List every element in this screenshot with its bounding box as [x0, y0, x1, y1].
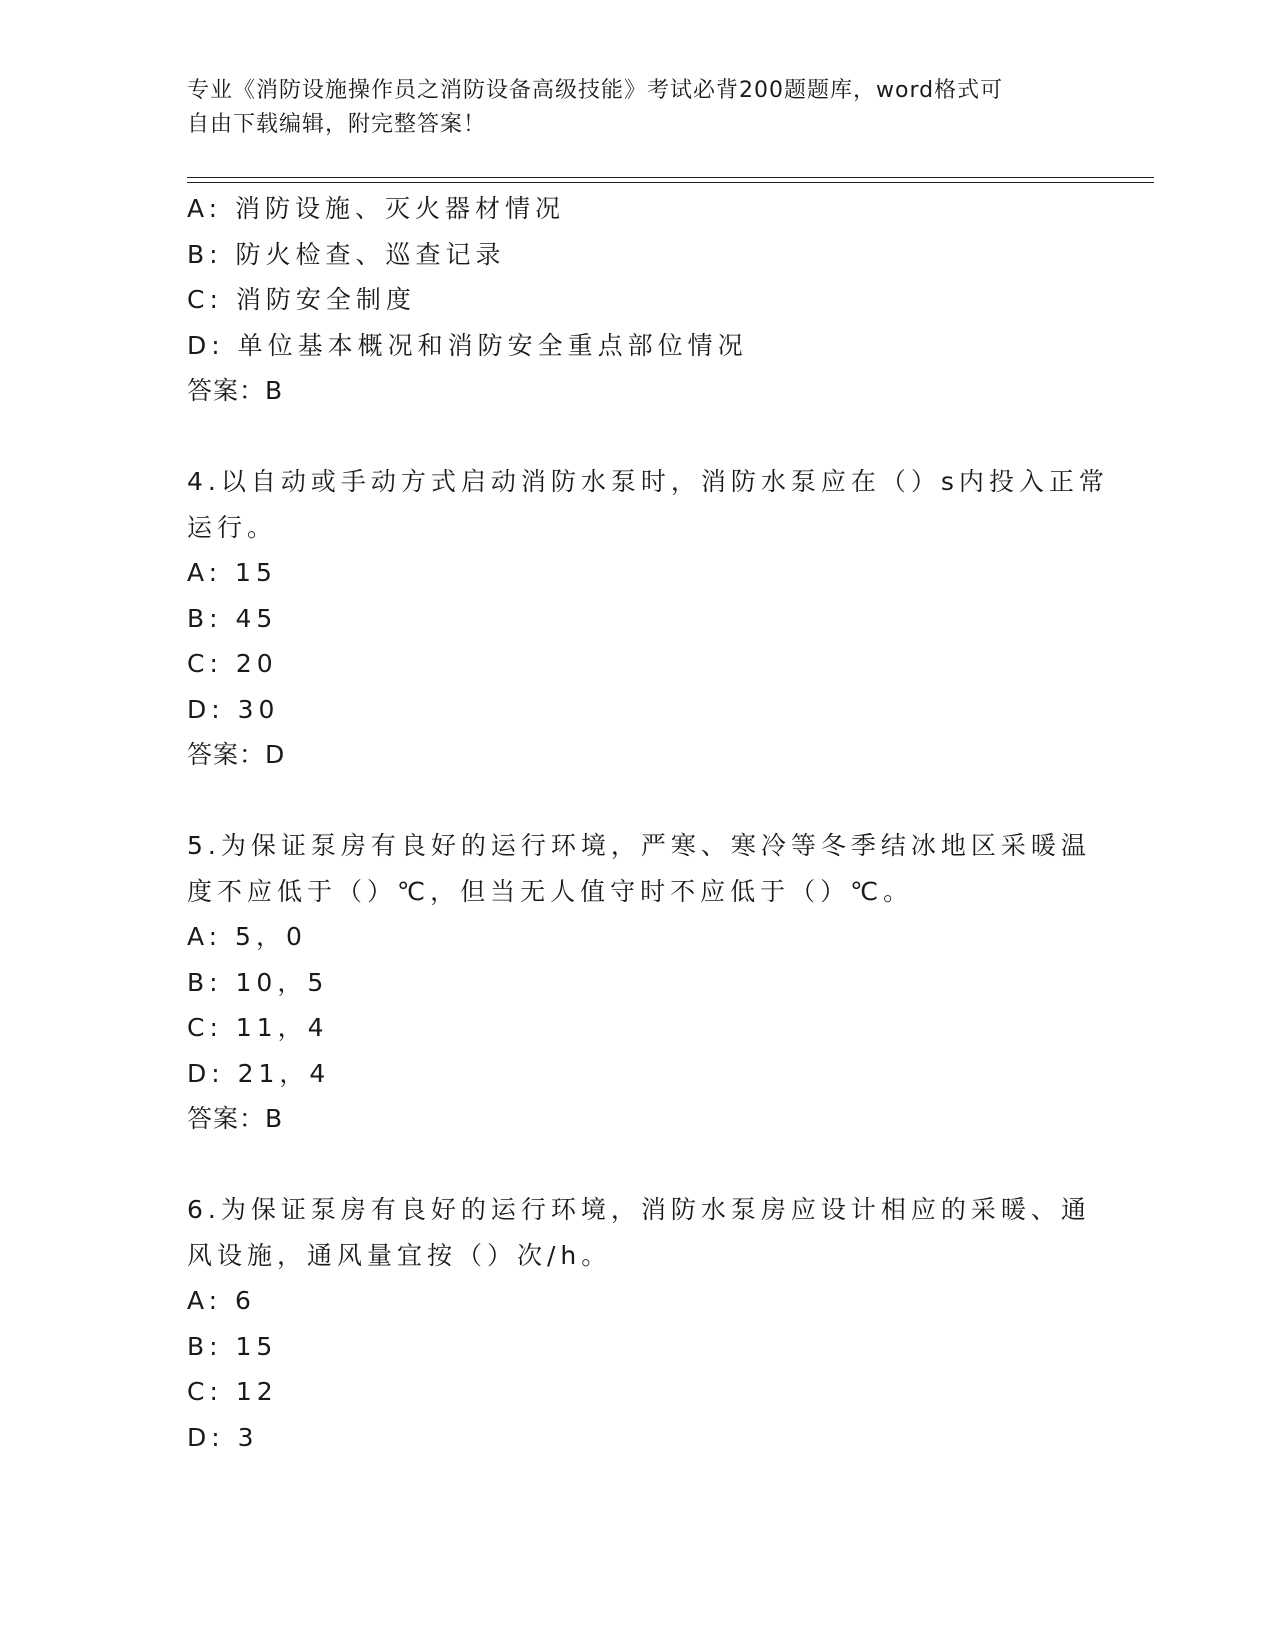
question-stem-line-2: 风设施，通风量宜按（）次/h。: [187, 1240, 612, 1270]
option-a: A: 消防设施、灭火器材情况: [187, 194, 566, 223]
answer-label: 答案：D: [187, 740, 286, 769]
option-d: D: 3: [187, 1422, 259, 1452]
option-c: C: 12: [187, 1377, 278, 1406]
option-d: D: 30: [187, 694, 280, 724]
question-stem-line-1: 4.以自动或手动方式启动消防水泵时，消防水泵应在（）s内投入正常: [187, 467, 1109, 496]
option-d: D: 单位基本概况和消防安全重点部位情况: [187, 330, 748, 360]
header-divider-top: [187, 177, 1154, 178]
header-divider-bottom: [187, 182, 1154, 183]
option-b: B: 15: [187, 1331, 278, 1361]
question-6: [187, 1187, 1091, 1460]
option-d: D: 21，4: [187, 1058, 331, 1088]
option-b: B: 45: [187, 603, 278, 633]
question-stem-line-2: 运行。: [187, 512, 278, 542]
question-5: [187, 823, 1091, 1142]
question-stem-line-1: 5.为保证泵房有良好的运行环境，严寒、寒冷等冬季结冰地区采暖温: [187, 831, 1091, 860]
spacer: [187, 778, 1087, 824]
answer-label: 答案：B: [187, 1104, 284, 1133]
option-a: A: 5，0: [187, 922, 307, 951]
option-c: C: 消防安全制度: [187, 285, 416, 314]
spacer: [187, 1142, 1087, 1188]
header-title-line-1: 专业《消防设施操作员之消防设备高级技能》考试必背200题题库，word格式可: [187, 78, 1004, 103]
option-c: C: 11，4: [187, 1013, 329, 1042]
option-a: A: 6: [187, 1286, 256, 1315]
option-b: B: 10，5: [187, 967, 329, 997]
option-c: C: 20: [187, 649, 278, 678]
spacer: [187, 414, 1087, 460]
question-3: [187, 186, 1087, 414]
option-a: A: 15: [187, 558, 277, 587]
answer-label: 答案：B: [187, 376, 284, 405]
header-title-line-2: 自由下载编辑，附完整答案！: [187, 112, 487, 137]
question-stem-line-2: 度不应低于（）℃，但当无人值守时不应低于（）℃。: [187, 876, 914, 906]
document-header: [187, 74, 1087, 142]
question-list: [187, 186, 1109, 1460]
question-stem-line-1: 6.为保证泵房有良好的运行环境，消防水泵房应设计相应的采暖、通: [187, 1195, 1091, 1224]
question-4: [187, 459, 1109, 778]
option-b: B: 防火检查、巡查记录: [187, 239, 506, 269]
